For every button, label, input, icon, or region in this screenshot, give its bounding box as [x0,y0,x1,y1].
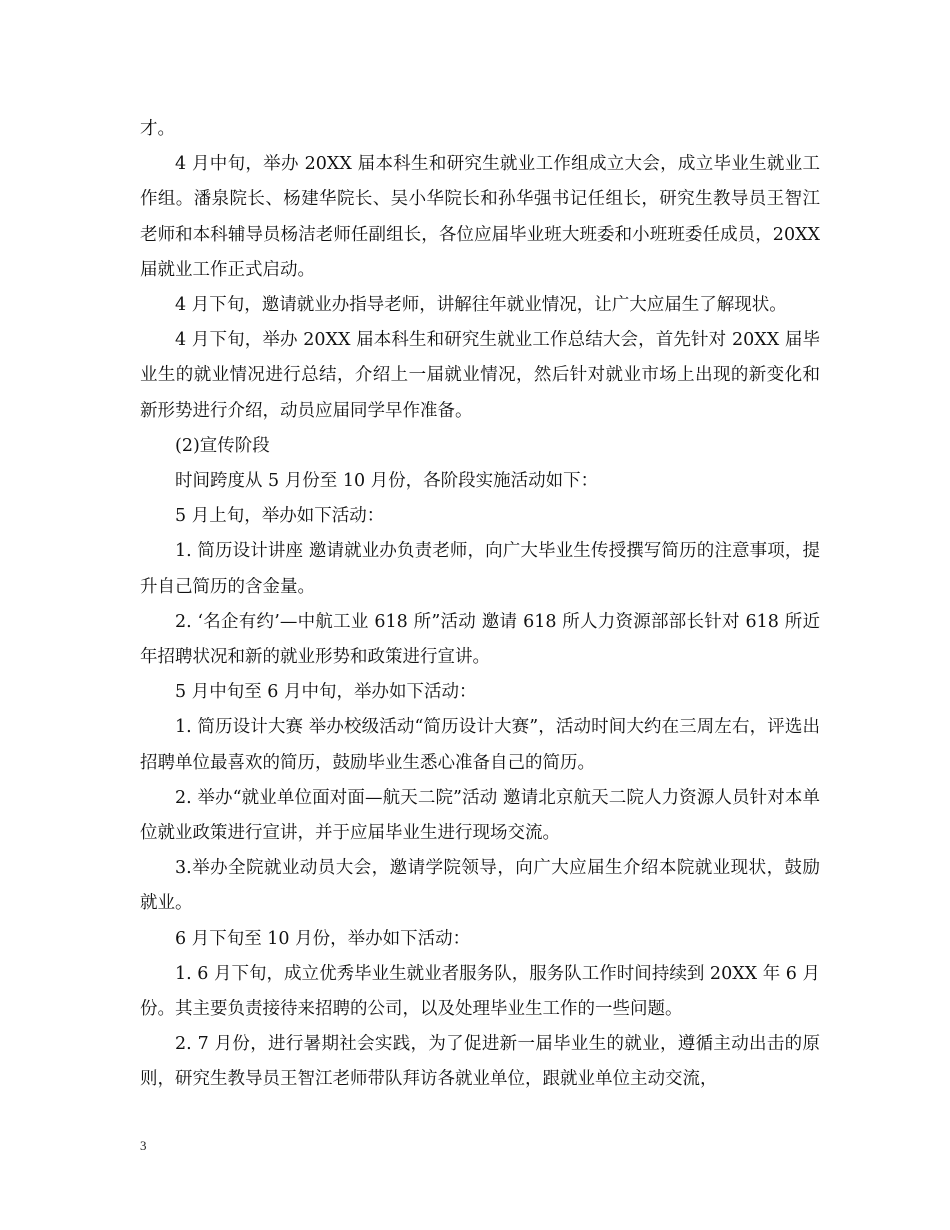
list-item-resume-contest: 1. 简历设计大赛 举办校级活动“简历设计大赛”，活动时间大约在三周左右，评选出招聘单位最喜欢的简历，鼓励毕业生悉心准备自己的简历。 [140,717,820,773]
list-item-resume-lecture: 1. 简历设计讲座 邀请就业办负责老师，向广大毕业生传授撰写简历的注意事项，提升自己简历的含金量。 [140,541,820,597]
paragraph-april-late-2: 4 月下旬，举办 20XX 届本科生和研究生就业工作总结大会，首先针对 20XX 届毕业生的就业情况进行总结，介绍上一届就业情况，然后针对就业市场上出现的新变化和新形势进行介绍，动员应届同学早作准备。 [140,330,820,421]
list-item-aerospace-activity: 2. 举办“就业单位面对面—航天二院”活动 邀请北京航天二院人力资源人员针对本单位就业政策进行宣讲，并于应届毕业生进行现场交流。 [140,787,820,844]
paragraph-june-october: 6 月下旬至 10 月份，举办如下活动： [175,928,471,949]
paragraph-may-june: 5 月中旬至 6 月中旬，举办如下活动： [175,682,477,703]
paragraph-may-early: 5 月上旬，举办如下活动： [175,506,385,527]
paragraph-continuation: 才。 [140,119,175,139]
list-item-mobilization-meeting: 3.举办全院就业动员大会，邀请学院领导，向广大应届生介绍本院就业现状，鼓励就业。 [140,858,820,914]
page-number: 3 [140,1138,147,1153]
list-item-618-activity: 2. ‘名企有约’—中航工业 618 所”活动 邀请 618 所人力资源部部长针对 618 所近年招聘状况和新的就业形势和政策进行宣讲。 [140,611,820,668]
list-item-summer-practice: 2. 7 月份，进行暑期社会实践，为了促进新一届毕业生的就业，遵循主动出击的原则，研究生教导员王智江老师带队拜访各就业单位，跟就业单位主动交流， [140,1034,820,1090]
paragraph-april-mid: 4 月中旬，举办 20XX 届本科生和研究生就业工作组成立大会，成立毕业生就业工作组。潘泉院长、杨建华院长、吴小华院长和孙华强书记任组长，研究生教导员王智江老师和本科辅导员杨洁老师任副组长，各位应届毕业班大班委和小班班委任成员，20XX 届就业工作正式启动。 [140,154,820,280]
section-heading-publicity: (2)宣传阶段 [175,435,270,456]
paragraph-timespan: 时间跨度从 5 月份至 10 月份，各阶段实施活动如下： [175,471,599,492]
document-body [140,112,820,1098]
paragraph-april-late-1: 4 月下旬，邀请就业办指导老师，讲解往年就业情况，让广大应届生了解现状。 [175,295,787,316]
list-item-service-team: 1. 6 月下旬，成立优秀毕业生就业者服务队，服务队工作时间持续到 20XX 年 6 月份。其主要负责接待来招聘的公司，以及处理毕业生工作的一些问题。 [140,963,820,1020]
